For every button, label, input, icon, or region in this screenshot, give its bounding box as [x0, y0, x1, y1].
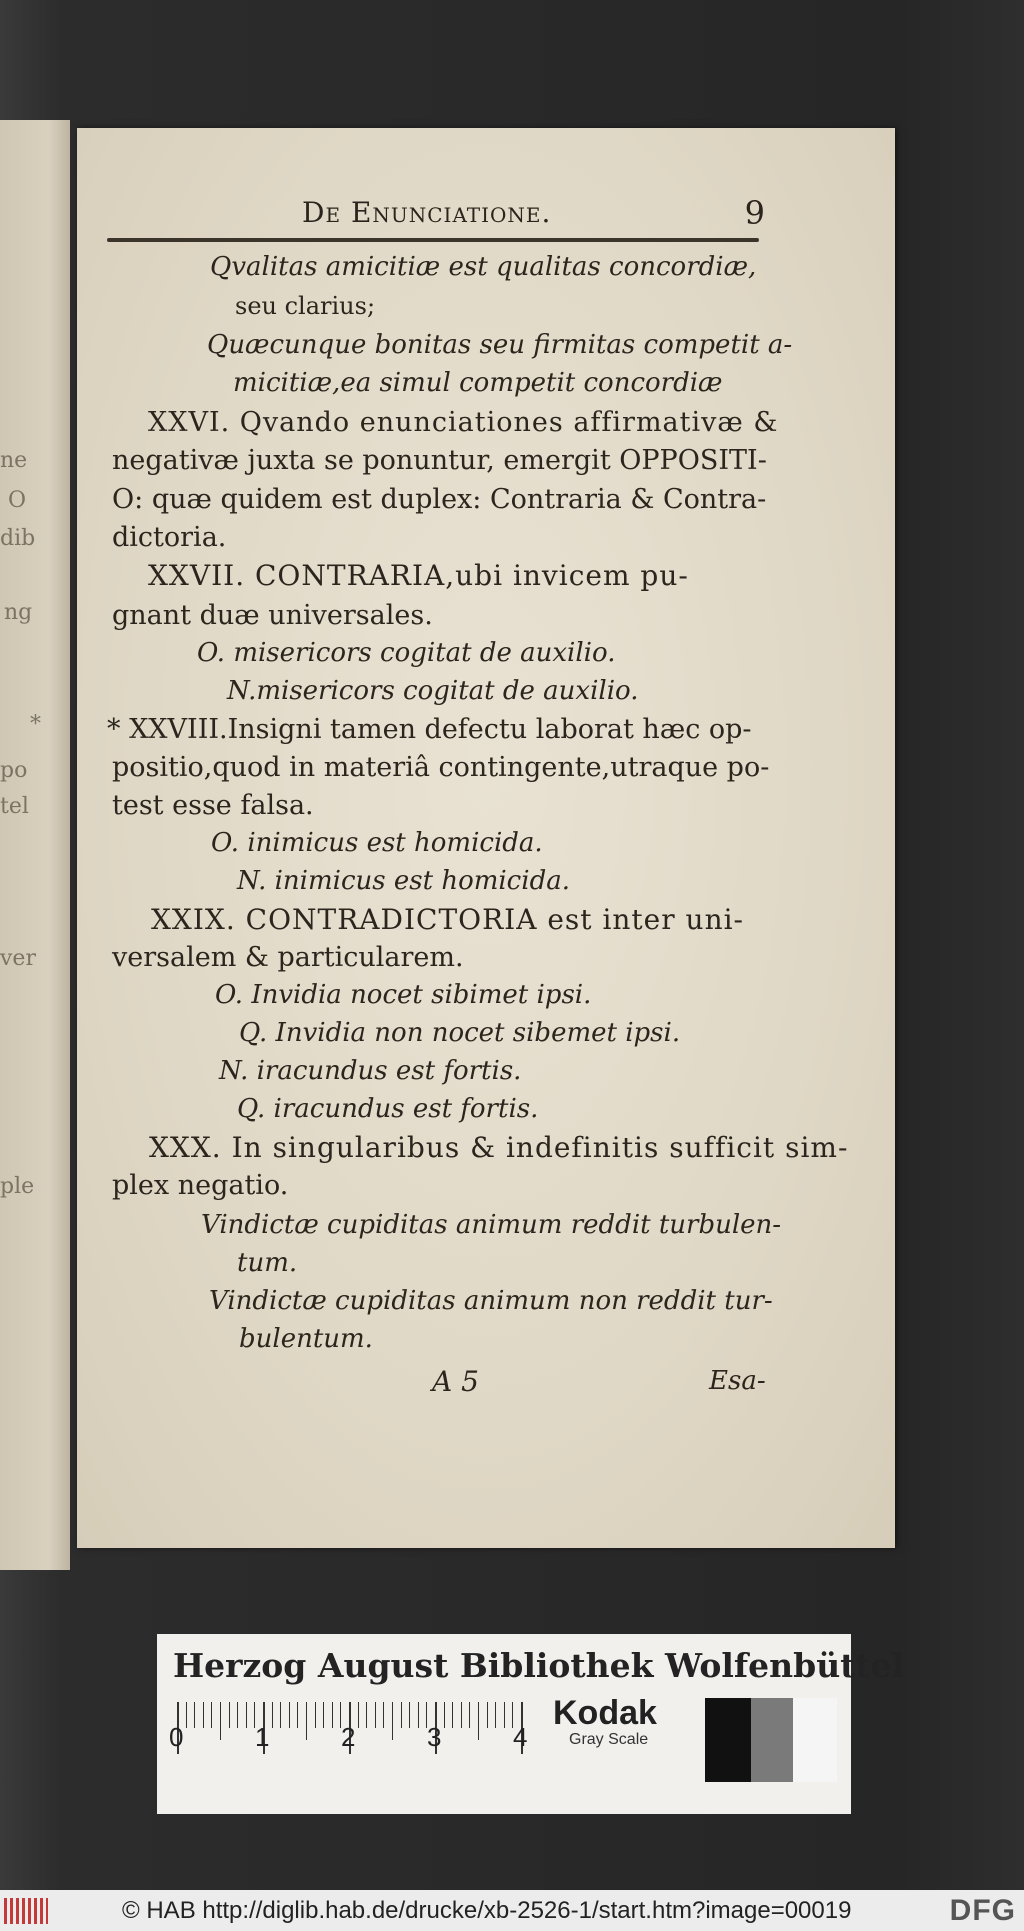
text-line: dictoria.: [112, 522, 227, 553]
ruler-tick: [272, 1702, 273, 1728]
ruler-tick: [280, 1702, 281, 1728]
hab-logo-icon: [4, 1898, 48, 1924]
ruler-tick: [203, 1702, 204, 1728]
text-line: tum.: [237, 1248, 298, 1278]
prev-page-fragment: ne: [0, 448, 28, 473]
prev-page-fragment: *: [30, 712, 41, 737]
text-line: O. inimicus est homicida.: [211, 828, 543, 858]
catchword: Esa-: [709, 1366, 766, 1396]
ruler-tick: [186, 1702, 187, 1728]
prev-page-fragment: O: [8, 488, 27, 513]
ruler-tick: [229, 1702, 230, 1728]
text-line: versalem & particularem.: [112, 942, 464, 973]
text-line: bulentum.: [239, 1324, 373, 1354]
ruler-tick: [504, 1702, 505, 1728]
ruler-tick: [409, 1702, 410, 1728]
gray-swatch-white: [793, 1698, 837, 1782]
ruler-number: 1: [255, 1722, 270, 1752]
ruler-number: 2: [341, 1722, 356, 1752]
library-name: Herzog August Bibliothek Wolfenbüttel: [173, 1646, 905, 1685]
ruler-tick: [323, 1702, 324, 1728]
ruler-number: 4: [513, 1722, 528, 1752]
text-line: Quæcunque bonitas seu firmitas competit a-: [207, 330, 793, 360]
text-line: O. Invidia nocet sibimet ipsi.: [215, 980, 592, 1010]
text-line: test esse falsa.: [112, 790, 314, 821]
ruler-tick: [297, 1702, 298, 1728]
text-line: O. misericors cogitat de auxilio.: [197, 638, 616, 668]
gray-swatch-mid: [751, 1698, 793, 1782]
text-line: N.misericors cogitat de auxilio.: [227, 676, 639, 706]
signature-mark: A 5: [432, 1365, 479, 1398]
book-page: [77, 128, 895, 1548]
ruler-number: 0: [169, 1722, 184, 1752]
ruler-tick: [383, 1702, 384, 1728]
ruler-tick: [220, 1702, 221, 1740]
dfg-logo: DFG: [949, 1894, 1016, 1927]
ruler-tick: [487, 1702, 488, 1728]
ruler-tick: [332, 1702, 333, 1728]
text-line: N. iracundus est fortis.: [219, 1056, 522, 1086]
text-line: XXIX. CONTRADICTORIA est inter uni-: [151, 903, 745, 936]
viewer-footer: [0, 1890, 1024, 1931]
text-line: plex negatio.: [112, 1170, 289, 1201]
kodak-logo: Kodak: [553, 1694, 657, 1732]
color-calibration-bar: [157, 1634, 905, 1814]
running-head: [77, 196, 895, 236]
text-line: O: quæ quidem est duplex: Contraria & Contra-: [112, 484, 767, 515]
copyright-link[interactable]: © HAB http://diglib.hab.de/drucke/xb-2526-1/start.htm?image=00019: [122, 1897, 852, 1924]
ruler-tick: [246, 1702, 247, 1728]
text-line: XXVI. Qvando enunciationes affirmativæ &: [148, 407, 779, 438]
ruler-tick: [469, 1702, 470, 1728]
running-title: De Enunciatione.: [302, 196, 552, 229]
text-line: gnant duæ universales.: [112, 600, 433, 631]
head-rule: [107, 238, 759, 242]
ruler-tick: [315, 1702, 316, 1728]
ruler-number: 3: [427, 1722, 442, 1752]
gray-swatch-black: [705, 1698, 751, 1782]
ruler-tick: [289, 1702, 290, 1728]
page-number: 9: [744, 194, 765, 232]
ruler-tick: [237, 1702, 238, 1728]
ruler-tick: [366, 1702, 367, 1728]
prev-page-fragment: po: [0, 758, 28, 783]
gray-scale-label: Gray Scale: [569, 1731, 649, 1748]
ruler-tick: [358, 1702, 359, 1728]
text-line: seu clarius;: [235, 292, 376, 320]
text-line: XXVII. CONTRARIA,ubi invicem pu-: [148, 559, 689, 592]
prev-page-fragment: dib: [0, 526, 36, 551]
prev-page-fragment: ng: [4, 600, 33, 625]
prev-page-fragment: ver: [0, 946, 36, 971]
prev-page-fragment: tel: [0, 794, 29, 819]
text-line: negativæ juxta se ponuntur, emergit OPPOSITI-: [112, 445, 767, 476]
ruler-tick: [211, 1702, 212, 1728]
ruler-tick: [375, 1702, 376, 1728]
ruler-tick: [194, 1702, 195, 1728]
text-line: Q. iracundus est fortis.: [237, 1094, 539, 1124]
text-line: * XXVIII.Insigni tamen defectu laborat hæc op-: [107, 714, 752, 745]
prev-page-fragment: ple: [0, 1174, 35, 1199]
ruler-tick: [392, 1702, 393, 1740]
ruler-tick: [401, 1702, 402, 1728]
text-line: XXX. In singularibus & indefinitis sufficit sim-: [149, 1131, 849, 1164]
text-line: Q. Invidia non nocet sibemet ipsi.: [239, 1018, 681, 1048]
text-line: positio,quod in materiâ contingente,utraque po-: [112, 752, 770, 783]
text-line: Vindictæ cupiditas animum non reddit tur-: [209, 1286, 773, 1316]
text-line: Vindictæ cupiditas animum reddit turbulen-: [201, 1210, 782, 1240]
text-line: Qvalitas amicitiæ est qualitas concordiæ,: [210, 252, 757, 282]
ruler-tick: [444, 1702, 445, 1728]
ruler-tick: [461, 1702, 462, 1728]
ruler-tick: [452, 1702, 453, 1728]
ruler-tick: [478, 1702, 479, 1740]
previous-page-edge: [0, 120, 70, 1570]
text-line: micitiæ,ea simul competit concordiæ: [233, 368, 723, 398]
ruler-tick: [306, 1702, 307, 1740]
ruler-tick: [495, 1702, 496, 1728]
ruler-tick: [418, 1702, 419, 1728]
text-line: N. inimicus est homicida.: [237, 866, 570, 896]
